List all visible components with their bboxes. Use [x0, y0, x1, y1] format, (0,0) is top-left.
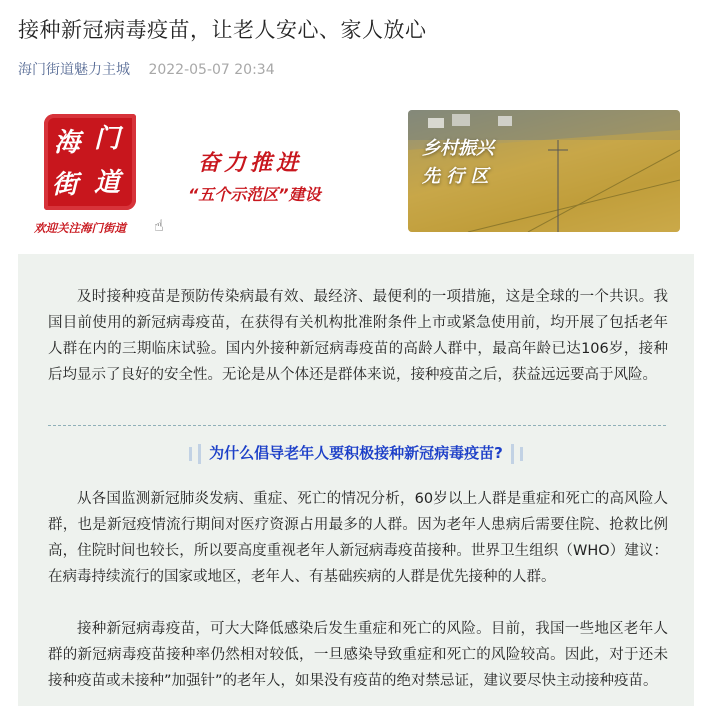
paragraph-3: 接种新冠病毒疫苗，可大大降低感染后发生重症和死亡的风险。目前，我国一些地区老年人群的新冠病毒疫苗接种率仍然相对较低，一旦感染导致重症和死亡的风险较高。因此，对于还未接种疫苗或未接种”加强针”的老年人，如果没有疫苗的绝对禁忌证，建议要尽快主动接种疫苗。 [48, 621, 668, 689]
rural-field-photo [408, 110, 680, 232]
seal-char: 道 [94, 168, 121, 198]
paragraph-1: 及时接种疫苗是预防传染病最有效、最经济、最便利的一项措施，这是全球的一个共识。我国目前使用的新冠病毒疫苗，在获得有关机构批准附条件上市或紧急使用前，均开展了包括老年人群在内的三期临床试验。国内外接种新冠病毒疫苗的高龄人群中，最高年龄已达106岁，接种后均显示了良好的安全性。无论是从个体还是群体来说，接种疫苗之后，获益远远要高于风险。 [48, 289, 668, 383]
paragraph-2: 从各国监测新冠肺炎发病、重症、死亡的情况分析，60岁以上人群是重症和死亡的高风险人群，也是新冠疫情流行期间对医疗资源占用最多的人群。因为老年人患病后需要住院、抢救比例高，住院时间也较长，所以要高度重视老年人新冠病毒疫苗接种。世界卫生组织（WHO）建议：在病毒持续流行的国家或地区，老年人、有基础疾病的人群是优先接种的人群。 [48, 491, 668, 585]
account-name-link[interactable]: 海门街道魅力主城 [18, 62, 130, 78]
pointing-hand-icon: ☝ [154, 216, 164, 235]
seal-char: 海 [54, 128, 81, 158]
question-text: 为什么倡导老年人要积极接种新冠病毒疫苗? [209, 444, 503, 462]
photo-caption-line2: 先 行 区 [422, 166, 489, 187]
seal-char: 街 [52, 170, 79, 200]
photo-caption-line1: 乡村振兴 [422, 138, 494, 159]
dashed-divider [48, 425, 666, 426]
section-question-heading [18, 442, 694, 464]
welcome-text: 欢迎关注海门街道 [34, 221, 126, 235]
deco-bar [520, 447, 523, 461]
header-banner-image [18, 100, 694, 250]
deco-bar [189, 447, 192, 461]
haimen-seal-logo [44, 114, 136, 210]
slogan-main: 奋力推进 [198, 151, 303, 176]
deco-bar [198, 444, 201, 464]
publish-date: 2022-05-07 20:34 [148, 62, 275, 78]
article-meta [18, 59, 275, 79]
seal-char: 门 [94, 124, 121, 154]
article-content [18, 254, 694, 706]
deco-bar [511, 444, 514, 464]
article-title: 接种新冠病毒疫苗，让老人安心、家人放心 [18, 18, 427, 42]
slogan-sub: “五个示范区”建设 [188, 185, 321, 204]
